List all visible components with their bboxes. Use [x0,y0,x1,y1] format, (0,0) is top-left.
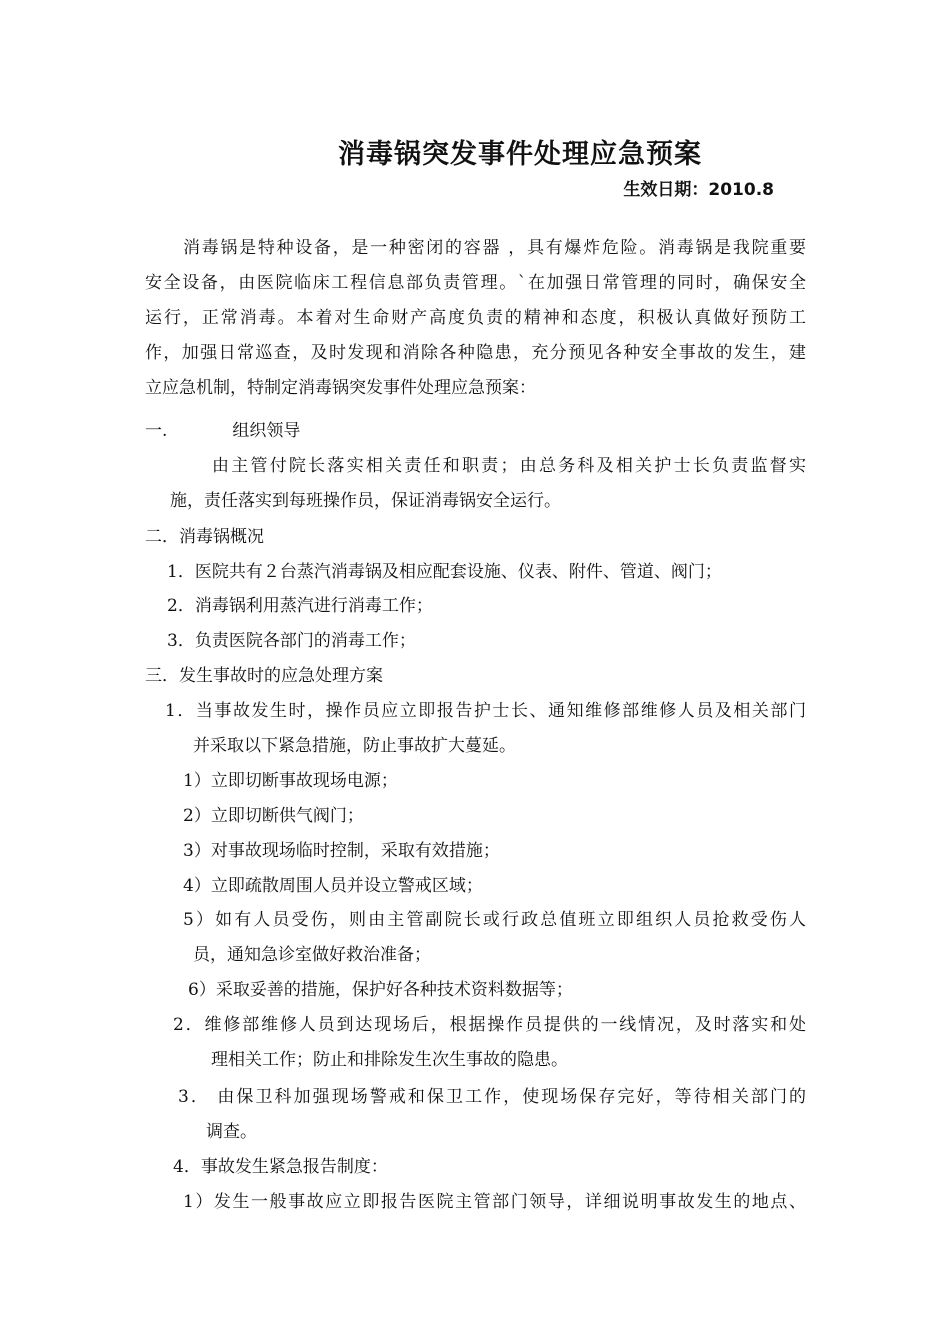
section-text-line: 施，责任落实到每班操作员，保证消毒锅安全运行。 [170,491,561,511]
measure-item: 员，通知急诊室做好救治准备； [193,945,431,965]
measure-item: 6）采取妥善的措施，保护好各种技术资料数据等； [188,980,573,1000]
list-item: 理相关工作；防止和排除发生次生事故的隐患。 [211,1050,568,1070]
list-item: 1．当事故发生时，操作员应立即报告护士长、通知维修部维修人员及相关部门 [165,701,806,721]
measure-item: 3）对事故现场临时控制，采取有效措施； [183,841,500,861]
list-item: 1）发生一般事故应立即报告医院主管部门领导，详细说明事故发生的地点、 [183,1192,806,1212]
measure-item: 1）立即切断事故现场电源； [183,771,398,791]
section-heading: 三．发生事故时的应急处理方案 [145,666,383,686]
section-heading: 二．消毒锅概况 [145,527,264,547]
list-item: 并采取以下紧急措施，防止事故扩大蔓延。 [193,736,516,756]
list-item: 2．维修部维修人员到达现场后，根据操作员提供的一线情况，及时落实和处 [173,1015,806,1035]
list-item: 1．医院共有２台蒸汽消毒锅及相应配套设施、仪表、附件、管道、阀门； [167,562,722,582]
section-heading [145,419,300,443]
list-item: 3．负责医院各部门的消毒工作； [167,631,416,651]
section-text-line: 由主管付院长落实相关责任和职责；由总务科及相关护士长负责监督实 [212,456,806,476]
intro-line: 作，加强日常巡查，及时发现和消除各种隐患，充分预见各种安全事故的发生，建 [145,343,806,363]
measure-item: 5）如有人员受伤，则由主管副院长或行政总值班立即组织人员抢救受伤人 [183,910,806,930]
measure-item: 2）立即切断供气阀门； [183,806,364,826]
intro-line: 运行，正常消毒。本着对生命财产高度负责的精神和态度，积极认真做好预防工 [145,308,806,328]
section-title: 组织领导 [232,421,301,441]
document-title: 消毒锅突发事件处理应急预案 [338,139,702,170]
measure-item: 4）立即疏散周围人员并设立警戒区域； [183,876,483,896]
list-item: 2．消毒锅利用蒸汽进行消毒工作； [167,596,433,616]
list-item: 3． 由保卫科加强现场警戒和保卫工作，使现场保存完好，等待相关部门的 [178,1087,806,1107]
intro-line: 立应急机制，特制定消毒锅突发事件处理应急预案： [145,378,536,398]
section-number: 一. [145,421,168,441]
list-item: 4．事故发生紧急报告制度： [173,1157,388,1177]
intro-line: 安全设备，由医院临床工程信息部负责管理。`在加强日常管理的同时，确保安全 [145,273,806,293]
intro-line: 消毒锅是特种设备，是一种密闭的容器 ，具有爆炸危险。消毒锅是我院重要 [183,238,806,258]
effective-date: 生效日期：2010.8 [623,180,774,200]
list-item: 调查。 [206,1122,257,1142]
